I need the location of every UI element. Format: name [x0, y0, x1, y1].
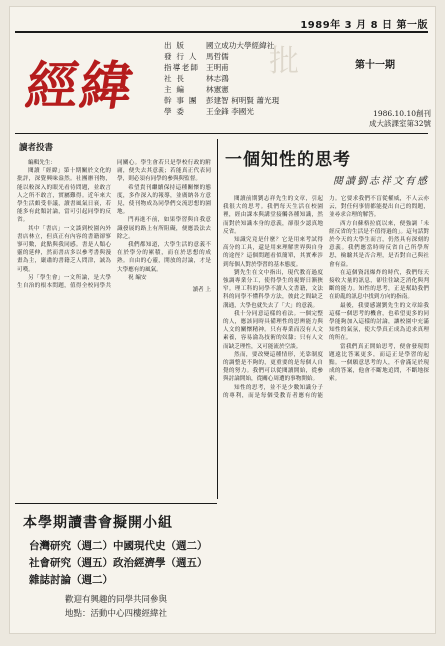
staff-row: 主 編 林憲憲 — [164, 85, 229, 94]
paragraph: 希望貴刊繼續保持這種關懷的態度，多作深入的報導，並廣納各方意見，使刊物成為同學們交流思想的園地。 — [117, 184, 211, 216]
license-number: 成大該課室第32號 — [368, 119, 431, 128]
letters-title: 讀者投書 — [19, 143, 54, 153]
box-rule — [15, 503, 217, 504]
paragraph: 我們都知道，大學生活的意義不在於學分的累積，而在於思想的成熟。自由的心靈，開放的討論，才是大學應有的風氣。 — [117, 242, 211, 273]
paragraph: 最後，我要感謝劉先生的文章給我這樣一個思考的機會，也希望更多的同學能夠加入這樣的討論，讓校園中充滿知性的氣氛，使大學真正成為追求真理的所在。 — [329, 302, 429, 342]
letters-body — [15, 159, 213, 294]
paragraph: 當我們真正開始思考，便會發現問題遠比答案更多，而這正是學習的起點。一個願意思考的人，不會滿足於現成的答案，他會不斷地追問，不斷地探索。 — [329, 343, 429, 383]
paragraph: 在這個資訊爆炸的時代，我們每天接收大量的訊息，卻往往缺乏消化與判斷的能力。知性的思考，正是幫助我們在紛亂的訊息中找到方向的指南。 — [329, 269, 429, 301]
paragraph: 門再進不前，如果學習與自我意識發展的路上有所阻礙，便應設法去除之。 — [117, 217, 211, 240]
article-subtitle: 閱讀劉志祥文有感 — [333, 176, 429, 187]
group-line: 台灣研究（週二）中國現代史（週二） — [29, 540, 208, 552]
notice-footer — [15, 593, 217, 619]
notice-title: 本學期讀書會擬開小組 — [23, 515, 173, 531]
article-headline: 一個知性的思考 — [225, 150, 351, 170]
paragraph: 劉先生在文中指出，現代教育過度強調專業分工，使得學生的視野日漸狹窄。理工科的同學不讀人文書籍，文法科的同學不懂科學方法，彼此之間缺乏溝通，大學也就失去了「大」的意義。 — [223, 269, 323, 309]
paragraph: 我十分同意這樣的看法。一個完整的人，應該同時具備理性的思辨能力與人文的關懷精神。只有專業而沒有人文素養，容易淪為技術的奴隸；只有人文而缺乏理性，又可能流於空談。 — [223, 310, 323, 350]
paragraph: 閱讀前期劉志祥先生的文章，引起我很大的思考。我們每天生活在校園裡，經由課本與講堂接觸各種知識，然而對於知識本身的意義，卻很少認真地反省。 — [223, 196, 323, 235]
issue-number: 第十一期 — [355, 60, 395, 71]
publication-date: 1989年 3 月 8 日 第一版 — [300, 20, 428, 31]
staff-list — [164, 40, 319, 117]
founding-info — [321, 109, 431, 129]
welcome-text: 歡迎有興趣的同學共同參與 — [64, 595, 167, 605]
paragraph: 其中「書店」一文談到校園內外書店林立，但真正有內容的書籍卻寥寥可數，此點與我同感。書是人類心靈的延伸，然而書店多以參考書與漫畫為主，嚴肅的書籍乏人問津，誠為可嘆。 — [17, 225, 111, 273]
location-text: 地點：活動中心四樓經緯社 — [64, 609, 167, 619]
newspaper-logo: 經緯 — [22, 56, 139, 117]
founded-date: 1986.10.10創刊 — [373, 109, 431, 118]
newspaper-page — [9, 6, 436, 634]
staff-row: 指導老師 王明甫 — [164, 63, 229, 72]
group-line: 雜誌討論（週二） — [29, 574, 113, 586]
column-divider — [217, 139, 218, 499]
group-line: 社會研究（週五）政治經濟學（週五） — [29, 557, 208, 569]
feature-article — [223, 139, 429, 629]
letter-signature: 讀者 上 — [192, 287, 211, 294]
masthead — [15, 36, 155, 121]
staff-row: 出 版 國立成功大學經緯社 — [164, 41, 275, 50]
background-watermark: 批 — [269, 44, 301, 79]
paragraph: 閱讀「經緯」第十期關於文化的批評，深覺興味盎然。社團辦刊物，能以較深入的眼光看待問題，並敢言人之所不敢言，實屬難得。近年來大學生活頗受非議，讀書風氣日衰，若能多有此類討論，當可引起同學的反省。 — [17, 168, 111, 224]
paragraph: 然而，要改變這種情形，光靠制度的調整是不夠的，更重要的是每個人自覺的努力。我們可以從閱讀開始，從參與討論開始，從關心周遭的事物開始。 — [223, 351, 323, 383]
staff-row: 社 長 林志鴻 — [164, 74, 229, 83]
paragraph: 另「學生會」一文所論，是大學生自治的根本問題，值得全校同學共同關心。學生會若只是學校行政的附庸，便失去其意義；若能真正代表同學，則必須有同學的參與與監督。 — [17, 160, 211, 290]
paragraph: 知識究竟是什麼？它是用來考試得高分的工具，還是用來理解世界與自身的途徑？這個問題看似簡單，其實牽涉到每個人對於學習的基本態度。 — [223, 237, 323, 268]
letters-section — [15, 139, 213, 499]
top-rule — [15, 31, 428, 33]
paragraph: 知性的思考，並不是少數知識分子的專利，而是每個受教育者應有的能力。它要求我們不盲從權威，不人云亦云，對任何事情都能提出自己的問題，並尋求合理的解答。 — [223, 196, 429, 399]
study-group-notice — [15, 508, 217, 628]
paragraph: 編輯先生： — [28, 160, 56, 166]
staff-row: 發 行 人 馬哲儒 — [164, 52, 229, 61]
masthead-rule — [15, 133, 428, 134]
paragraph: 西方自蘇格拉底以來，便強調「未經反省的生活是不值得過的」。這句話對於今天的大學生而言，仍然具有深刻的意義。我們應當時時反省自己所學所思，檢驗其是否合理，是否對自己與社會有益。 — [329, 220, 429, 268]
staff-row: 幹 事 團 彭建智 柯明賢 蕭光現 — [164, 96, 280, 105]
paragraph: 祝 編安 — [128, 274, 147, 281]
staff-row: 學 委 王金鋒 李國光 — [164, 107, 254, 116]
article-body — [223, 195, 429, 400]
